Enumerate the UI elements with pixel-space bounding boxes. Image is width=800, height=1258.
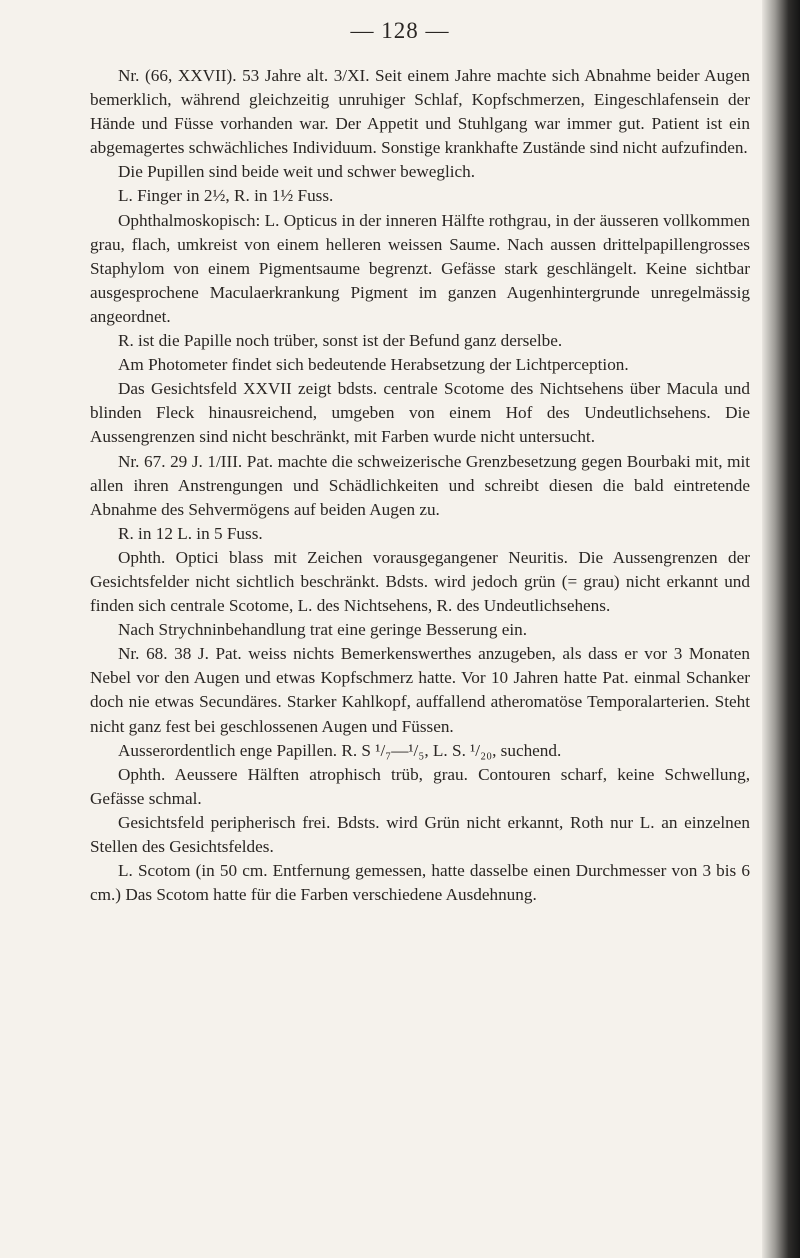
paragraph: R. in 12 L. in 5 Fuss. xyxy=(118,523,263,543)
paragraph: Am Photometer findet sich bedeutende Herabsetzung der Lichtperception. xyxy=(118,355,629,375)
paragraph: L. Finger in 2½, R. in 1½ Fuss. xyxy=(118,186,334,206)
paragraph: Ophthalmoskopisch: L. Opticus in der inneren Hälfte rothgrau, in der äusseren vollkommen grau, flach, umkreist von einem helleren weissen Saume. Nach aussen drittelpapillengrosses Staphylom von einem Pigmentsaume begrenzt. Gefässe stark geschlängelt. Keine sichtbar ausgesprochene Maculaerkrankung Pigment im ganzen Augenhintergrunde unregelmässig angeordnet. xyxy=(90,210,750,326)
paragraph: Die Pupillen sind beide weit und schwer beweglich. xyxy=(118,162,476,182)
body-text xyxy=(90,64,750,907)
paragraph: Nr. 67. 29 J. 1/III. Pat. machte die schweizerische Grenzbesetzung gegen Bourbaki mit, mit allen ihren Anstrengungen und Schädlichkeiten und schreibt diesen die bald eintretende Abnahme des Sehvermögens auf beiden Augen zu. xyxy=(90,451,750,519)
paragraph: Ophth. Aeussere Hälften atrophisch trüb, grau. Contouren scharf, keine Schwellung, Gefässe schmal. xyxy=(90,764,750,808)
paragraph: Das Gesichtsfeld XXVII zeigt bdsts. centrale Scotome des Nichtsehens über Macula und blinden Fleck hinausreichend, umgeben von einem Hof des Undeutlichsehens. Die Aussengrenzen sind nicht beschränkt, mit Farben wurde nicht untersucht. xyxy=(90,379,750,447)
paragraph: Nr. 68. 38 J. Pat. weiss nichts Bemerkenswerthes anzugeben, als dass er vor 3 Monaten Nebel vor den Augen und etwas Kopfschmerz hatte. Vor 10 Jahren hatte Pat. einmal Schanker doch nie etwas Secundäres. Starker Kahlkopf, auffallend atheromatöse Temporalarterien. Steht nicht ganz fest bei geschlossenen Augen und Füssen. xyxy=(90,644,750,736)
paragraph: Gesichtsfeld peripherisch frei. Bdsts. wird Grün nicht erkannt, Roth nur L. an einzelnen Stellen des Gesichtsfeldes. xyxy=(90,812,750,856)
paragraph: L. Scotom (in 50 cm. Entfernung gemessen, hatte dasselbe einen Durchmesser von 3 bis 6 cm.) Das Scotom hatte für die Farben verschiedene Ausdehnung. xyxy=(90,861,750,905)
paragraph: Ausserordentlich enge Papillen. R. S ¹/₇—¹/₅, L. S. ¹/₂₀, suchend. xyxy=(118,740,562,760)
paragraph: Nach Strychninbehandlung trat eine geringe Besserung ein. xyxy=(118,620,528,640)
page-number-header: — 128 — xyxy=(350,18,450,43)
paragraph: R. ist die Papille noch trüber, sonst ist der Befund ganz derselbe. xyxy=(118,331,563,351)
book-spine-shadow xyxy=(762,0,800,1258)
paragraph: Ophth. Optici blass mit Zeichen vorausgegangener Neuritis. Die Aussengrenzen der Gesichtsfelder nicht sichtlich beschränkt. Bdsts. wird jedoch grün (= grau) nicht erkannt und finden sich centrale Scotome, L. des Nichtsehens, R. des Undeutlichsehens. xyxy=(90,547,750,616)
paragraph: Nr. (66, XXVII). 53 Jahre alt. 3/XI. Seit einem Jahre machte sich Abnahme beider Augen bemerklich, während gleichzeitig unruhiger Schlaf, Kopfschmerzen, Eingeschlafensein der Hände und Füsse vorhanden war. Der Appetit und Stuhlgang war immer gut. Patient ist ein abgemagertes schwächliches Individuum. Sonstige krankhafte Zustände sind nicht aufzufinden. xyxy=(90,66,750,158)
